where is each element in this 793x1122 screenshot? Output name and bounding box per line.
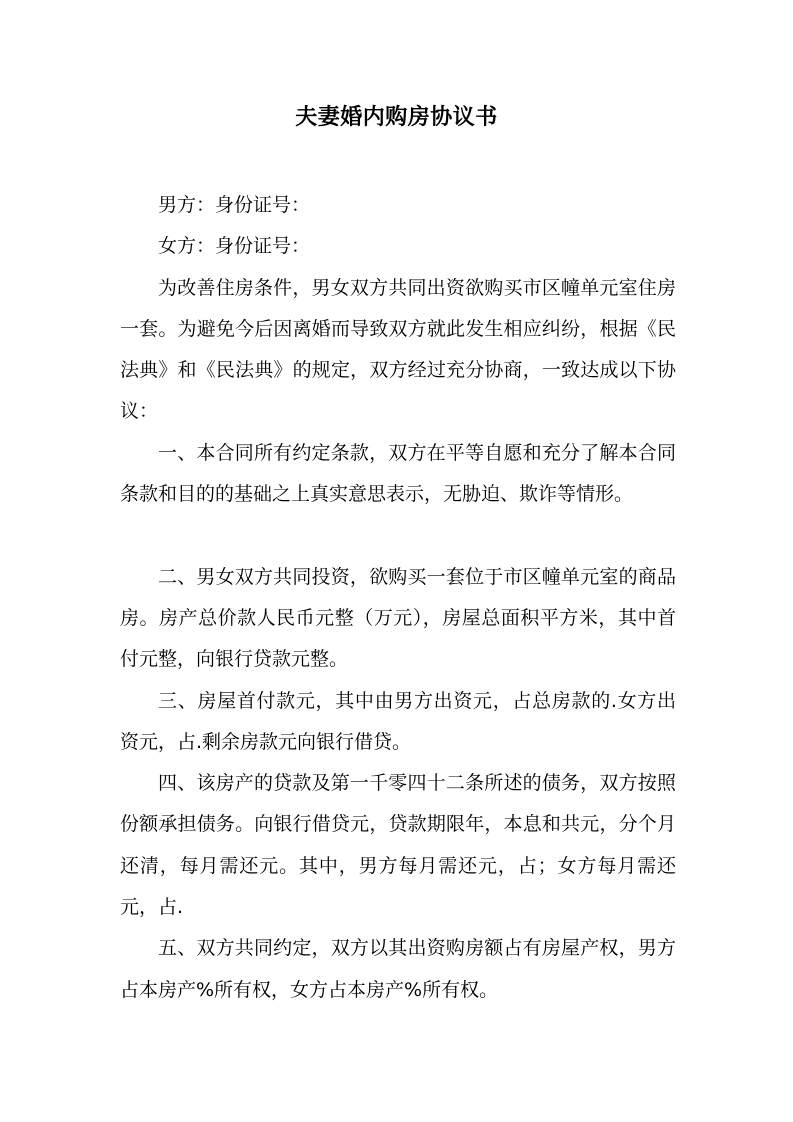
paragraph-preamble: 为改善住房条件，男女双方共同出资欲购买市区幢单元室住房一套。为避免今后因离婚而导致双方就此发生相应纠纷，根据《民法典》和《民法典》的规定，双方经过充分协商，一致达成以下协议：: [120, 276, 676, 423]
paragraph-clause-4: 四、该房产的贷款及第一千零四十二条所述的债务，双方按照份额承担债务。向银行借贷元，贷款期限年，本息和共元，分个月还清，每月需还元。其中，男方每月需还元，占；女方每月需还元，占.: [120, 772, 676, 919]
paragraph-female-party: 女方：身份证号：: [158, 235, 311, 258]
paragraph-male-party: 男方：身份证号：: [158, 194, 311, 216]
paragraph-clause-1: 一、本合同所有约定条款，双方在平等自愿和充分了解本合同条款和目的的基础之上真实意思表示，无胁迫、欺诈等情形。: [120, 441, 676, 506]
paragraph-clause-3: 三、房屋首付款元，其中由男方出资元，占总房款的.女方出资元，占.剩余房款元向银行借贷。: [120, 689, 676, 753]
paragraph-clause-2: 二、男女双方共同投资，欲购买一套位于市区幢单元室的商品房。房产总价款人民币元整（万元），房屋总面积平方米，其中首付元整，向银行贷款元整。: [120, 565, 676, 671]
blank-line: [120, 515, 676, 556]
paragraph-clause-5: 五、双方共同约定，双方以其出资购房额占有房屋产权，男方占本房产%所有权，女方占本房产%所有权。: [120, 937, 676, 1001]
document-body: [120, 185, 676, 1011]
document-title: 夫妻婚内购房协议书: [295, 105, 498, 130]
